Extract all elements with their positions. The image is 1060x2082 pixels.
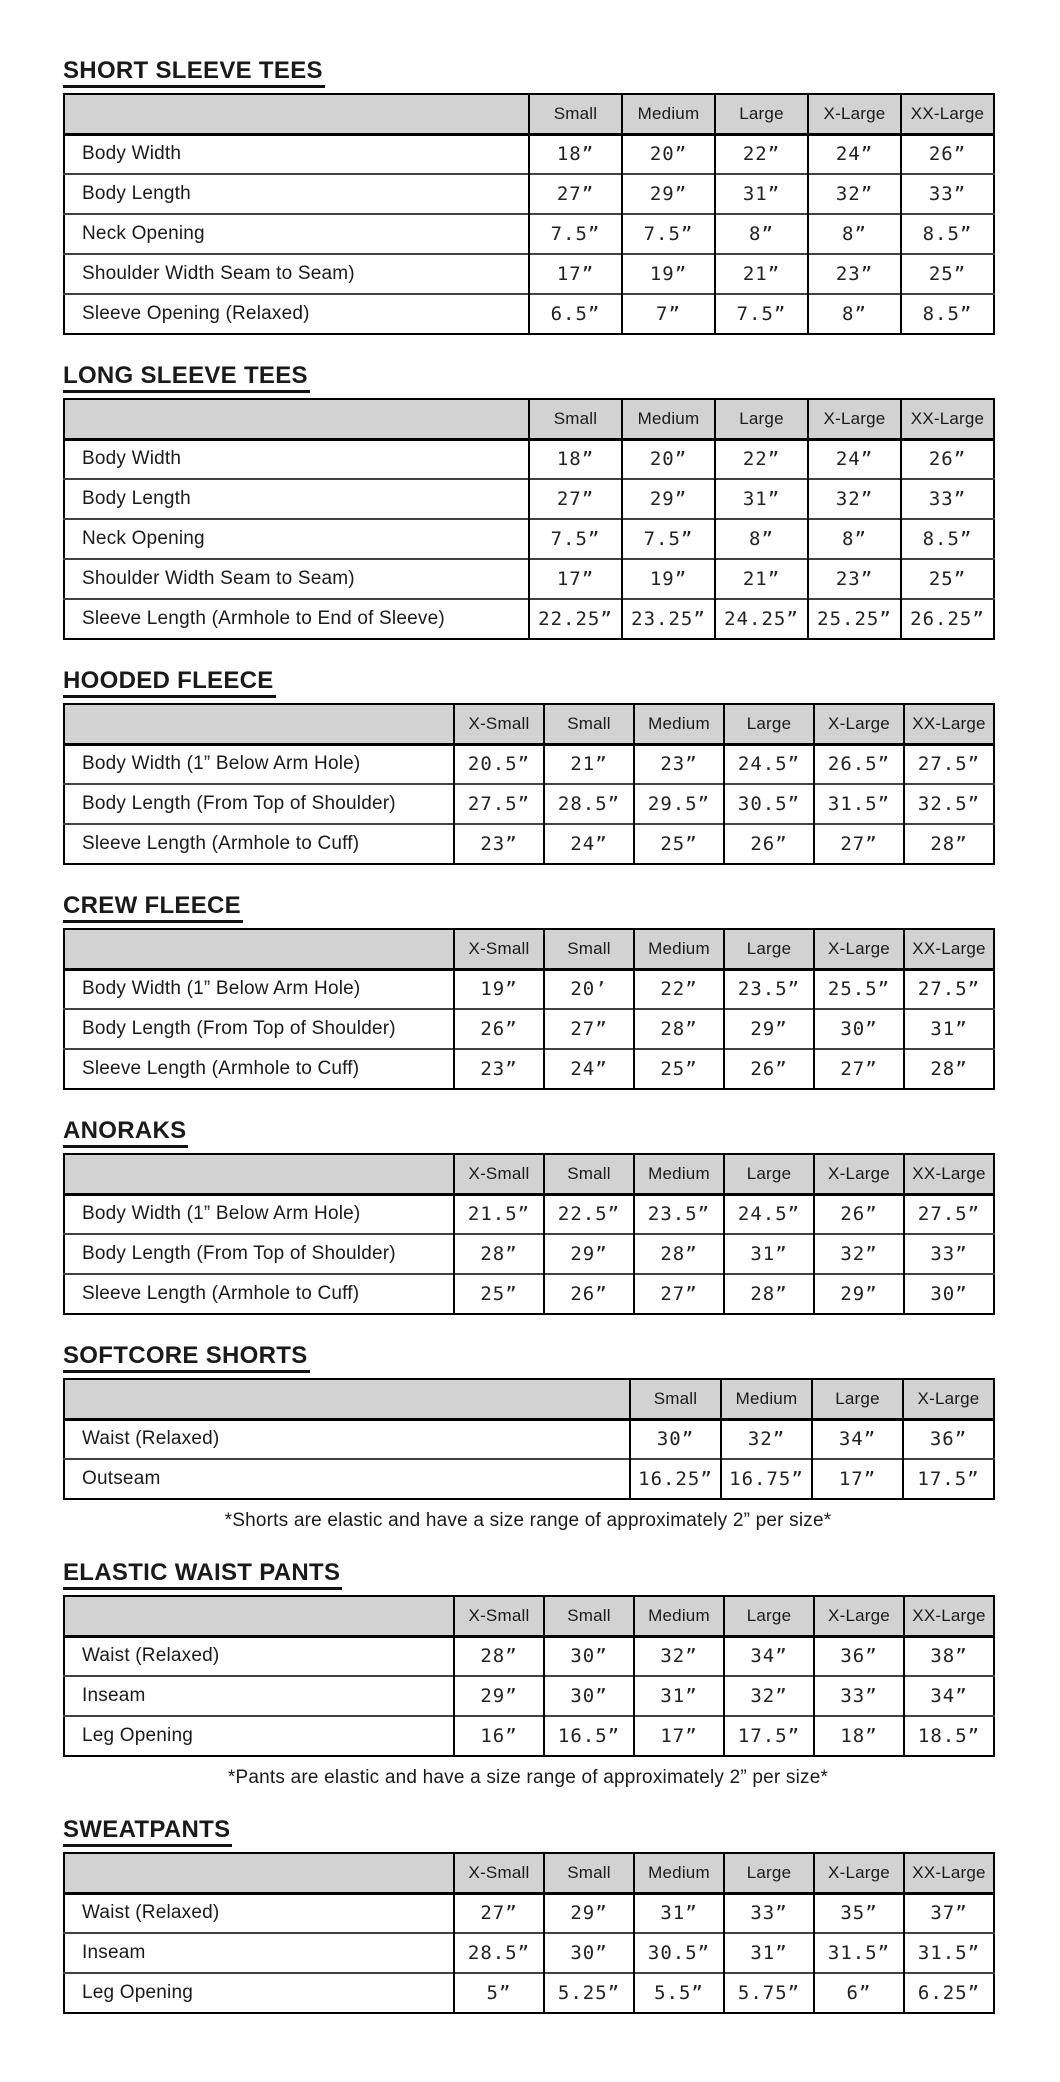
measurement-value: 26.5” xyxy=(814,744,904,784)
measurement-value: 5.25” xyxy=(544,1973,634,2013)
measurement-value: 32” xyxy=(724,1676,814,1716)
measurement-value: 30.5” xyxy=(634,1933,724,1973)
header-row xyxy=(64,1596,994,1636)
measurement-value: 20.5” xyxy=(454,744,544,784)
measurement-value: 18” xyxy=(529,439,622,479)
measurement-value: 27.5” xyxy=(904,969,994,1009)
size-chart-section-long-sleeve-tees xyxy=(63,363,993,640)
measurement-value: 28” xyxy=(454,1234,544,1274)
measurement-value: 17” xyxy=(634,1716,724,1756)
measurement-value: 27” xyxy=(529,479,622,519)
column-header-x-large: X-Large xyxy=(814,704,904,744)
measurement-value: 27” xyxy=(634,1274,724,1314)
column-header-medium: Medium xyxy=(721,1379,812,1419)
column-header-xx-large: XX-Large xyxy=(904,1154,994,1194)
column-header-medium: Medium xyxy=(622,399,715,439)
measurement-value: 38” xyxy=(904,1636,994,1676)
measurement-value: 23.25” xyxy=(622,599,715,639)
section-title-anoraks: ANORAKS xyxy=(63,1118,188,1148)
table-row xyxy=(64,1636,994,1676)
measurement-value: 16.25” xyxy=(630,1459,721,1499)
measurement-label: Body Length (From Top of Shoulder) xyxy=(64,1009,454,1049)
measurement-value: 24” xyxy=(808,134,901,174)
measurement-value: 36” xyxy=(814,1636,904,1676)
column-header-medium: Medium xyxy=(634,1154,724,1194)
measurement-value: 19” xyxy=(622,559,715,599)
table-row xyxy=(64,824,994,864)
measurement-label: Body Width (1” Below Arm Hole) xyxy=(82,1203,361,1225)
measurement-value: 8” xyxy=(808,519,901,559)
column-header-xx-large: XX-Large xyxy=(904,929,994,969)
measurement-label: Body Length (From Top of Shoulder) xyxy=(64,1234,454,1274)
measurement-value: 31” xyxy=(724,1933,814,1973)
table-row xyxy=(64,214,994,254)
measurement-value: 7.5” xyxy=(715,294,808,334)
header-row xyxy=(64,1853,994,1893)
measurement-value: 34” xyxy=(904,1676,994,1716)
measurement-value: 8.5” xyxy=(901,519,994,559)
table-row xyxy=(64,1194,994,1234)
measurement-label: Inseam xyxy=(64,1676,454,1716)
measurement-value: 5.5” xyxy=(634,1973,724,2013)
corner-cell xyxy=(64,94,529,134)
table-row xyxy=(64,254,994,294)
column-header-medium: Medium xyxy=(634,704,724,744)
measurement-label: Body Length xyxy=(64,174,529,214)
measurement-value: 31.5” xyxy=(814,1933,904,1973)
measurement-value: 25” xyxy=(634,1049,724,1089)
measurement-label: Neck Opening xyxy=(64,519,529,559)
measurement-label: Shoulder Width Seam to Seam) xyxy=(64,559,529,599)
measurement-value: 25” xyxy=(454,1274,544,1314)
measurement-label: Sleeve Length (Armhole to End of Sleeve) xyxy=(64,599,529,639)
column-header-small: Small xyxy=(544,1596,634,1636)
measurement-value: 30.5” xyxy=(724,784,814,824)
column-header-large: Large xyxy=(715,399,808,439)
column-header-large: Large xyxy=(724,1853,814,1893)
measurement-value: 32” xyxy=(721,1419,812,1459)
measurement-value: 29” xyxy=(724,1009,814,1049)
measurement-value: 16.5” xyxy=(544,1716,634,1756)
column-header-medium: Medium xyxy=(634,929,724,969)
measurement-value: 30” xyxy=(544,1676,634,1716)
header-row xyxy=(64,1379,994,1419)
measurement-value: 8” xyxy=(715,519,808,559)
measurement-value: 27” xyxy=(454,1893,544,1933)
measurement-value: 30” xyxy=(814,1009,904,1049)
measurement-value: 17” xyxy=(812,1459,903,1499)
table-row xyxy=(64,1676,994,1716)
measurement-value: 8” xyxy=(715,214,808,254)
section-title-short-sleeve-tees: SHORT SLEEVE TEES xyxy=(63,58,325,88)
measurement-value: 17” xyxy=(529,559,622,599)
section-title-long-sleeve-tees: LONG SLEEVE TEES xyxy=(63,363,310,393)
size-table-short-sleeve-tees xyxy=(63,93,995,335)
header-row xyxy=(64,929,994,969)
measurement-value: 28” xyxy=(904,1049,994,1089)
measurement-value: 27” xyxy=(529,174,622,214)
column-header-xx-large: XX-Large xyxy=(901,94,994,134)
measurement-value: 34” xyxy=(724,1636,814,1676)
table-row xyxy=(64,1274,994,1314)
measurement-label: Body Length xyxy=(64,479,529,519)
measurement-value: 33” xyxy=(901,479,994,519)
measurement-value: 26.25” xyxy=(901,599,994,639)
measurement-value: 19” xyxy=(622,254,715,294)
measurement-value: 27” xyxy=(544,1009,634,1049)
column-header-xx-large: XX-Large xyxy=(904,1596,994,1636)
measurement-value: 28” xyxy=(634,1009,724,1049)
footnote-elastic-waist-pants: *Pants are elastic and have a size range of approximately 2” per size* xyxy=(227,1767,829,1788)
column-header-large: Large xyxy=(724,1596,814,1636)
section-title-crew-fleece: CREW FLEECE xyxy=(63,893,243,923)
size-chart-section-elastic-waist-pants xyxy=(63,1560,993,1789)
measurement-value: 24” xyxy=(544,1049,634,1089)
measurement-value: 31.5” xyxy=(814,784,904,824)
corner-cell xyxy=(64,929,454,969)
measurement-label: Waist (Relaxed) xyxy=(82,1428,220,1450)
column-header-x-small: X-Small xyxy=(454,1853,544,1893)
column-header-xx-large: XX-Large xyxy=(901,399,994,439)
size-chart-section-sweatpants xyxy=(63,1817,993,2014)
table-row xyxy=(64,969,994,1009)
measurement-value: 32.5” xyxy=(904,784,994,824)
measurement-value: 23” xyxy=(808,254,901,294)
column-header-x-large: X-Large xyxy=(808,399,901,439)
column-header-small: Small xyxy=(544,704,634,744)
column-header-large: Large xyxy=(724,704,814,744)
size-chart-section-softcore-shorts xyxy=(63,1343,993,1532)
measurement-label: Body Width (1” Below Arm Hole) xyxy=(82,753,361,775)
header-row xyxy=(64,1154,994,1194)
measurement-value: 5” xyxy=(454,1973,544,2013)
measurement-value: 29” xyxy=(622,174,715,214)
size-table-elastic-waist-pants xyxy=(63,1595,995,1757)
measurement-label: Leg Opening xyxy=(64,1716,454,1756)
measurement-value: 30” xyxy=(904,1274,994,1314)
measurement-value: 22.5” xyxy=(544,1194,634,1234)
size-chart-section-anoraks xyxy=(63,1118,993,1315)
measurement-label: Leg Opening xyxy=(64,1973,454,2013)
column-header-x-large: X-Large xyxy=(814,929,904,969)
measurement-value: 6.5” xyxy=(529,294,622,334)
column-header-x-small: X-Small xyxy=(454,929,544,969)
measurement-value: 22.25” xyxy=(529,599,622,639)
measurement-value: 28.5” xyxy=(454,1933,544,1973)
measurement-label: Outseam xyxy=(64,1459,630,1499)
table-row xyxy=(64,599,994,639)
table-row xyxy=(64,784,994,824)
measurement-value: 27” xyxy=(814,824,904,864)
measurement-label: Body Width (1” Below Arm Hole) xyxy=(82,978,361,1000)
column-header-medium: Medium xyxy=(634,1596,724,1636)
measurement-label: Sleeve Length (Armhole to Cuff) xyxy=(64,824,454,864)
measurement-value: 22” xyxy=(634,969,724,1009)
column-header-small: Small xyxy=(544,929,634,969)
measurement-value: 26” xyxy=(814,1194,904,1234)
measurement-value: 16” xyxy=(454,1716,544,1756)
measurement-value: 31” xyxy=(715,479,808,519)
section-title-elastic-waist-pants: ELASTIC WAIST PANTS xyxy=(63,1560,342,1590)
measurement-value: 17” xyxy=(529,254,622,294)
measurement-value: 33” xyxy=(901,174,994,214)
table-row xyxy=(64,174,994,214)
column-header-large: Large xyxy=(812,1379,903,1419)
measurement-value: 29” xyxy=(544,1893,634,1933)
measurement-value: 31” xyxy=(715,174,808,214)
measurement-value: 36” xyxy=(903,1419,994,1459)
corner-cell xyxy=(64,704,454,744)
measurement-value: 33” xyxy=(814,1676,904,1716)
measurement-value: 28” xyxy=(904,824,994,864)
column-header-x-small: X-Small xyxy=(454,704,544,744)
column-header-x-small: X-Small xyxy=(454,1596,544,1636)
column-header-large: Large xyxy=(724,929,814,969)
measurement-value: 35” xyxy=(814,1893,904,1933)
measurement-value: 26” xyxy=(544,1274,634,1314)
corner-cell xyxy=(64,1596,454,1636)
size-table-long-sleeve-tees xyxy=(63,398,995,640)
measurement-value: 34” xyxy=(812,1419,903,1459)
measurement-value: 21” xyxy=(715,254,808,294)
size-chart-section-crew-fleece xyxy=(63,893,993,1090)
measurement-value: 20’ xyxy=(544,969,634,1009)
column-header-small: Small xyxy=(630,1379,721,1419)
measurement-label: Body Length (From Top of Shoulder) xyxy=(64,784,454,824)
column-header-x-large: X-Large xyxy=(814,1596,904,1636)
column-header-x-large: X-Large xyxy=(808,94,901,134)
column-header-medium: Medium xyxy=(622,94,715,134)
table-row xyxy=(64,1419,994,1459)
measurement-value: 21” xyxy=(715,559,808,599)
column-header-x-large: X-Large xyxy=(903,1379,994,1419)
measurement-value: 6.25” xyxy=(904,1973,994,2013)
footnote-softcore-shorts: *Shorts are elastic and have a size range of approximately 2” per size* xyxy=(224,1510,832,1531)
column-header-large: Large xyxy=(724,1154,814,1194)
measurement-value: 27.5” xyxy=(454,784,544,824)
measurement-value: 24.25” xyxy=(715,599,808,639)
measurement-value: 27.5” xyxy=(904,1194,994,1234)
measurement-value: 37” xyxy=(904,1893,994,1933)
measurement-value: 24” xyxy=(808,439,901,479)
measurement-value: 30” xyxy=(630,1419,721,1459)
measurement-value: 22” xyxy=(715,134,808,174)
column-header-xx-large: XX-Large xyxy=(904,1853,994,1893)
column-header-xx-large: XX-Large xyxy=(904,704,994,744)
size-chart-section-short-sleeve-tees xyxy=(63,58,993,335)
measurement-value: 17.5” xyxy=(724,1716,814,1756)
column-header-small: Small xyxy=(544,1154,634,1194)
measurement-value: 29” xyxy=(622,479,715,519)
measurement-value: 24.5” xyxy=(724,1194,814,1234)
measurement-label: Sleeve Length (Armhole to Cuff) xyxy=(64,1274,454,1314)
measurement-label: Waist (Relaxed) xyxy=(82,1645,220,1667)
measurement-label: Body Width xyxy=(82,448,182,470)
measurement-value: 23” xyxy=(634,744,724,784)
table-row xyxy=(64,134,994,174)
measurement-value: 29.5” xyxy=(634,784,724,824)
measurement-value: 23” xyxy=(454,824,544,864)
measurement-value: 25.5” xyxy=(814,969,904,1009)
size-table-hooded-fleece xyxy=(63,703,995,865)
measurement-value: 7.5” xyxy=(529,214,622,254)
table-row xyxy=(64,439,994,479)
corner-cell xyxy=(64,399,529,439)
measurement-value: 32” xyxy=(808,479,901,519)
measurement-value: 28.5” xyxy=(544,784,634,824)
header-row xyxy=(64,94,994,134)
measurement-value: 27” xyxy=(814,1049,904,1089)
size-table-crew-fleece xyxy=(63,928,995,1090)
measurement-value: 6” xyxy=(814,1973,904,2013)
measurement-label: Sleeve Opening (Relaxed) xyxy=(64,294,529,334)
section-title-sweatpants: SWEATPANTS xyxy=(63,1817,232,1847)
measurement-label: Body Width xyxy=(82,143,182,165)
measurement-value: 25” xyxy=(901,559,994,599)
measurement-value: 30” xyxy=(544,1636,634,1676)
measurement-value: 31” xyxy=(634,1676,724,1716)
measurement-value: 23.5” xyxy=(724,969,814,1009)
measurement-value: 30” xyxy=(544,1933,634,1973)
measurement-value: 28” xyxy=(724,1274,814,1314)
measurement-value: 29” xyxy=(814,1274,904,1314)
column-header-x-large: X-Large xyxy=(814,1853,904,1893)
section-title-hooded-fleece: HOODED FLEECE xyxy=(63,668,276,698)
column-header-small: Small xyxy=(544,1853,634,1893)
table-row xyxy=(64,1009,994,1049)
size-table-anoraks xyxy=(63,1153,995,1315)
table-row xyxy=(64,1893,994,1933)
measurement-value: 32” xyxy=(808,174,901,214)
size-table-softcore-shorts xyxy=(63,1378,995,1500)
measurement-value: 28” xyxy=(634,1234,724,1274)
measurement-value: 18” xyxy=(529,134,622,174)
corner-cell xyxy=(64,1853,454,1893)
measurement-label: Neck Opening xyxy=(64,214,529,254)
measurement-value: 26” xyxy=(901,134,994,174)
measurement-value: 31.5” xyxy=(904,1933,994,1973)
measurement-label: Sleeve Length (Armhole to Cuff) xyxy=(64,1049,454,1089)
column-header-large: Large xyxy=(715,94,808,134)
measurement-value: 26” xyxy=(724,824,814,864)
measurement-value: 24” xyxy=(544,824,634,864)
measurement-value: 28” xyxy=(454,1636,544,1676)
measurement-value: 18.5” xyxy=(904,1716,994,1756)
measurement-value: 31” xyxy=(724,1234,814,1274)
column-header-x-large: X-Large xyxy=(814,1154,904,1194)
measurement-value: 29” xyxy=(544,1234,634,1274)
measurement-value: 20” xyxy=(622,134,715,174)
measurement-value: 26” xyxy=(454,1009,544,1049)
measurement-value: 21” xyxy=(544,744,634,784)
measurement-value: 32” xyxy=(814,1234,904,1274)
measurement-value: 8.5” xyxy=(901,294,994,334)
table-row xyxy=(64,559,994,599)
table-row xyxy=(64,744,994,784)
measurement-value: 25” xyxy=(634,824,724,864)
corner-cell xyxy=(64,1379,630,1419)
table-row xyxy=(64,1933,994,1973)
measurement-value: 25” xyxy=(901,254,994,294)
measurement-value: 8.5” xyxy=(901,214,994,254)
measurement-value: 23” xyxy=(454,1049,544,1089)
measurement-value: 25.25” xyxy=(808,599,901,639)
table-row xyxy=(64,479,994,519)
measurement-value: 27.5” xyxy=(904,744,994,784)
measurement-label: Waist (Relaxed) xyxy=(82,1902,220,1924)
measurement-value: 7.5” xyxy=(529,519,622,559)
measurement-value: 5.75” xyxy=(724,1973,814,2013)
measurement-value: 33” xyxy=(724,1893,814,1933)
measurement-value: 20” xyxy=(622,439,715,479)
table-row xyxy=(64,519,994,559)
measurement-value: 22” xyxy=(715,439,808,479)
size-chart-document xyxy=(63,58,993,2014)
measurement-value: 31” xyxy=(634,1893,724,1933)
column-header-medium: Medium xyxy=(634,1853,724,1893)
measurement-value: 8” xyxy=(808,294,901,334)
measurement-value: 26” xyxy=(724,1049,814,1089)
header-row xyxy=(64,399,994,439)
size-table-sweatpants xyxy=(63,1852,995,2014)
column-header-x-small: X-Small xyxy=(454,1154,544,1194)
measurement-value: 33” xyxy=(904,1234,994,1274)
measurement-value: 17.5” xyxy=(903,1459,994,1499)
measurement-value: 23.5” xyxy=(634,1194,724,1234)
measurement-label: Shoulder Width Seam to Seam) xyxy=(64,254,529,294)
table-row xyxy=(64,1049,994,1089)
measurement-value: 7.5” xyxy=(622,519,715,559)
measurement-value: 29” xyxy=(454,1676,544,1716)
column-header-small: Small xyxy=(529,399,622,439)
measurement-value: 19” xyxy=(454,969,544,1009)
size-chart-section-hooded-fleece xyxy=(63,668,993,865)
measurement-value: 16.75” xyxy=(721,1459,812,1499)
measurement-value: 24.5” xyxy=(724,744,814,784)
measurement-value: 7.5” xyxy=(622,214,715,254)
measurement-value: 18” xyxy=(814,1716,904,1756)
measurement-value: 26” xyxy=(901,439,994,479)
table-row xyxy=(64,1973,994,2013)
header-row xyxy=(64,704,994,744)
measurement-value: 32” xyxy=(634,1636,724,1676)
measurement-value: 31” xyxy=(904,1009,994,1049)
table-row xyxy=(64,1459,994,1499)
corner-cell xyxy=(64,1154,454,1194)
measurement-value: 21.5” xyxy=(454,1194,544,1234)
column-header-small: Small xyxy=(529,94,622,134)
measurement-value: 23” xyxy=(808,559,901,599)
table-row xyxy=(64,1716,994,1756)
measurement-label: Inseam xyxy=(64,1933,454,1973)
measurement-value: 8” xyxy=(808,214,901,254)
table-row xyxy=(64,1234,994,1274)
measurement-value: 7” xyxy=(622,294,715,334)
table-row xyxy=(64,294,994,334)
section-title-softcore-shorts: SOFTCORE SHORTS xyxy=(63,1343,310,1373)
